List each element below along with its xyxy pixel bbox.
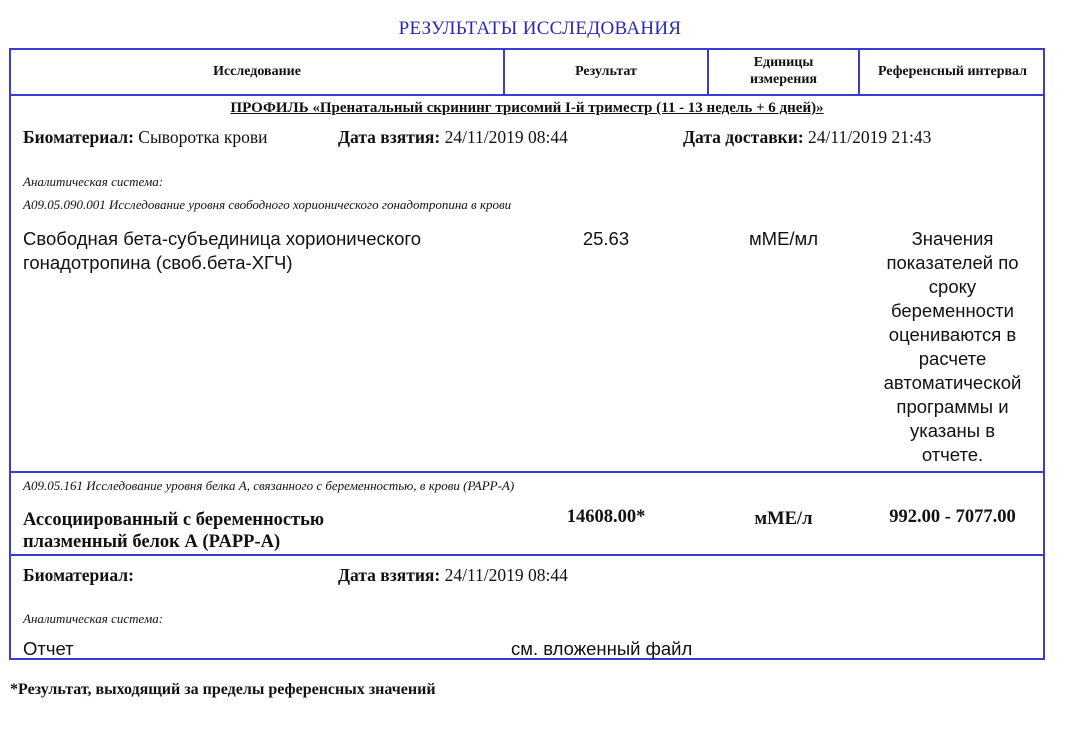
biomaterial-label: Биоматериал: [23, 127, 134, 147]
test-reference: 992.00 - 7077.00 [889, 507, 1016, 527]
reference-line: отчете. [921, 444, 984, 465]
reference-line: показателей по [886, 252, 1019, 273]
header-reference: Референсный интервал [877, 63, 1028, 79]
profile-title: ПРОФИЛЬ «Пренатальный скрининг трисомий I-й триместр (11 - 13 недель + 6 дней)» [230, 100, 824, 116]
test-units: мМЕ/л [754, 509, 813, 529]
study-code: A09.05.161 Исследование уровня белка А, связанного с беременностью, в крови (PAPP-A) [23, 478, 515, 493]
date-taken-label: Дата взятия: [338, 127, 441, 147]
date-delivery-value: 24/11/2019 21:43 [808, 127, 932, 147]
reference-line: беременности [890, 300, 1015, 321]
report-label: Отчет [23, 638, 74, 659]
header-units-line2: измерения [750, 72, 817, 87]
analytic-system-label: Аналитическая система: [23, 174, 164, 189]
date-taken-value: 24/11/2019 08:44 [444, 565, 568, 585]
reference-line: расчете [918, 348, 987, 369]
test-reference [860, 227, 1045, 467]
report-value: см. вложенный файл [511, 638, 693, 659]
test-result: 25.63 [582, 228, 630, 249]
header-divider [9, 94, 1045, 96]
test-name-line: гонадотропина (своб.бета-ХГЧ) [23, 252, 293, 273]
header-units [709, 48, 858, 94]
date-taken-row [338, 565, 568, 586]
biomaterial-label: Биоматериал: [23, 565, 134, 585]
header-test: Исследование [213, 63, 301, 79]
reference-line: Значения [911, 228, 994, 249]
reference-line: программы и [896, 396, 1009, 417]
row-divider [9, 471, 1045, 473]
footnote: *Результат, выходящий за пределы референсных значений [10, 681, 436, 698]
section-divider [9, 554, 1045, 556]
reference-line: сроку [928, 276, 977, 297]
date-taken-row [338, 127, 568, 148]
biomaterial-value: Сыворотка крови [138, 127, 268, 147]
page-title: РЕЗУЛЬТАТЫ ИССЛЕДОВАНИЯ [398, 18, 682, 39]
reference-line: оцениваются в [888, 324, 1017, 345]
study-code: A09.05.090.001 Исследование уровня свободного хорионического гонадотропина в крови [23, 197, 512, 212]
header-units-line1: Единицы [753, 55, 814, 70]
test-name-line: Свободная бета-субъединица хорионического [23, 228, 422, 249]
date-taken-value: 24/11/2019 08:44 [444, 127, 568, 147]
test-name-line: Ассоциированный с беременностью [23, 510, 325, 530]
biomaterial-row [23, 565, 134, 586]
test-name [23, 509, 324, 553]
test-result: 14608.00* [566, 507, 646, 527]
date-delivery-row [683, 127, 931, 148]
date-delivery-label: Дата доставки: [683, 127, 804, 147]
reference-line: автоматической [883, 372, 1022, 393]
test-name [23, 227, 421, 275]
analytic-system-label: Аналитическая система: [23, 611, 164, 626]
test-name-line: плазменный белок А (PAPP-A) [23, 532, 281, 552]
header-result: Результат [575, 63, 637, 79]
biomaterial-row [23, 127, 268, 148]
date-taken-label: Дата взятия: [338, 565, 441, 585]
test-units: мМЕ/мл [748, 228, 819, 249]
reference-line: указаны в [909, 420, 996, 441]
